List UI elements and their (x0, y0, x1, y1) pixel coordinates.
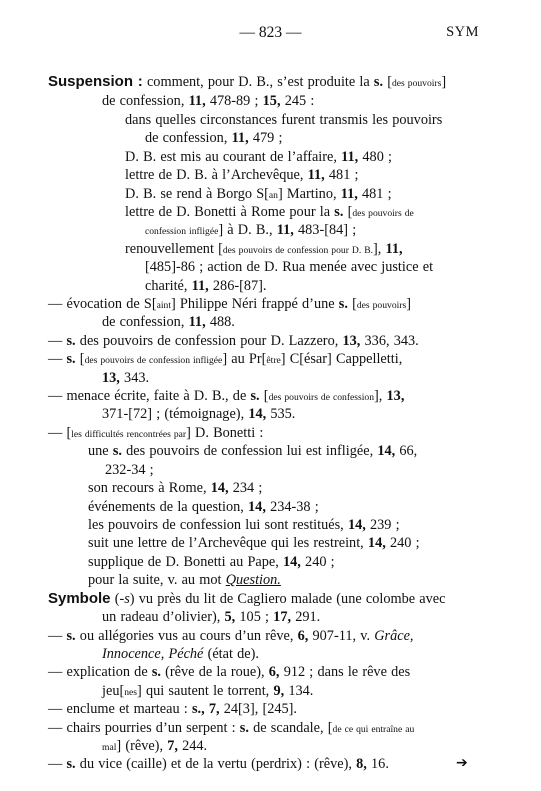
index-text-run: 13, (102, 370, 120, 386)
index-text-run: 11, (307, 167, 325, 183)
index-text-run: D. B. se rend à Borgo S[ (125, 186, 269, 202)
index-line (102, 92, 314, 110)
index-line (145, 277, 267, 295)
index-text-run: ] D. Bonetti : (186, 425, 264, 441)
index-line (48, 590, 445, 608)
index-text-run: [ (75, 351, 85, 367)
index-text-run: 286-[87]. (208, 278, 267, 294)
index-text-run: 11, (231, 130, 249, 146)
index-text-run: — (48, 756, 67, 772)
index-text-run: 13, (386, 388, 405, 404)
index-text-run: s. (66, 351, 76, 367)
index-text-run: ] (441, 74, 447, 90)
index-text-run: 481 ; (324, 167, 359, 183)
index-text-run: 9, (273, 683, 285, 699)
index-line (48, 627, 414, 645)
index-line (48, 332, 419, 350)
index-text-run: — enclume et marteau : (48, 701, 192, 717)
index-text-run: 24[3], [245]. (219, 701, 298, 717)
index-text-run: ] Martino, (277, 186, 341, 202)
index-text-run: -s (119, 591, 130, 607)
index-text-run: 240 ; (300, 554, 335, 570)
index-text-run: une (88, 443, 113, 459)
index-text-run: supplique de D. Bonetti au Pape, (88, 554, 283, 570)
index-text-run: [ (259, 388, 269, 404)
index-text-run: Question. (225, 572, 281, 588)
index-text-run: ] Philippe Néri frappé d’une (171, 296, 339, 312)
index-text-run: confession infligée (145, 226, 219, 237)
index-text-run: 291. (291, 609, 321, 625)
index-line (125, 166, 359, 184)
index-text-run: ou allégories vus au cours d’un rêve, (75, 628, 298, 644)
index-text-run: 13, (342, 333, 361, 349)
index-text-run: s. (373, 74, 384, 90)
index-line (125, 185, 392, 205)
index-text-run: renouvellement [ (125, 241, 223, 257)
index-line (145, 221, 356, 241)
index-line (88, 516, 400, 534)
index-line (125, 148, 392, 166)
index-line (48, 663, 410, 681)
index-line (145, 258, 433, 276)
index-text-run: 105 ; (235, 609, 274, 625)
index-line (48, 719, 414, 739)
index-text-run: ] au Pr[ (222, 351, 267, 367)
index-text-run: Suspension : (48, 73, 143, 90)
index-text-run: dans quelles circonstances furent transmis les pouvoirs (125, 112, 443, 128)
section-label: SYM (446, 24, 479, 40)
index-text-run: son recours à Rome, (88, 480, 211, 496)
index-text-run: s. (66, 333, 76, 349)
index-text-run: 912 ; dans le rêve des (279, 664, 411, 680)
index-text-run: de scandale, [ (248, 720, 333, 736)
page-number: — 823 — (239, 24, 302, 41)
index-text-run: du vice (caille) et de la vertu (perdrix) : (rêve), (75, 756, 357, 772)
index-line (125, 203, 414, 223)
index-text-run: des pouvoirs de confession infligée (84, 355, 223, 366)
index-text-run: s. (112, 443, 122, 459)
index-text-run: des pouvoirs de confession pour D. Lazzero, (75, 333, 343, 349)
index-text-run: 6, (268, 664, 280, 680)
index-text-run: 14, (367, 535, 386, 551)
index-text-run: 479 ; (248, 130, 283, 146)
index-text-run: pour la suite, v. au mot (88, 572, 226, 588)
index-text-run: 234 ; (228, 480, 263, 496)
index-text-run: Grâce, (374, 628, 414, 644)
index-text-run: 907-11, v. (308, 628, 375, 644)
index-text-run: — chairs pourries d’un serpent : (48, 720, 240, 736)
index-line (125, 111, 442, 129)
index-text-run: — (48, 351, 67, 367)
index-text-run: Symbole (48, 590, 111, 607)
index-line (102, 369, 149, 387)
index-text-run: an (268, 190, 278, 201)
index-text-run: s. (151, 664, 161, 680)
index-text-run: 134. (284, 683, 314, 699)
index-text-run: suit une lettre de l’Archevêque qui les restreint, (88, 535, 368, 551)
index-text-run: 15, (262, 93, 281, 109)
index-text-run: — évocation de S[ (48, 296, 157, 312)
index-text-run: 478-89 ; (205, 93, 263, 109)
index-text-run: — [ (48, 425, 72, 441)
index-text-run: 488. (205, 314, 235, 330)
index-text-run: (état de). (203, 646, 259, 662)
index-line (102, 682, 313, 702)
index-text-run: s. (239, 720, 249, 736)
index-text-run: (rêve de la roue), (160, 664, 269, 680)
index-line (48, 424, 263, 444)
index-line (102, 645, 259, 663)
index-line (88, 553, 335, 571)
index-text-run: les pouvoirs de confession lui sont restitués, (88, 517, 348, 533)
index-text-run: 14, (347, 517, 366, 533)
index-text-run: s. (338, 296, 348, 312)
index-text-run: 16. (366, 756, 389, 772)
index-line (145, 129, 282, 147)
index-text-run: 232-34 ; (105, 462, 154, 478)
index-text-run: 244. (177, 738, 208, 754)
index-text-run: 239 ; (365, 517, 400, 533)
index-text-run: 6, (297, 628, 309, 644)
index-line (48, 700, 297, 718)
index-text-run: 5, (224, 609, 236, 625)
index-text-run: 481 ; (357, 186, 392, 202)
index-text-run: mal (102, 742, 117, 753)
index-line (88, 479, 262, 497)
index-text-run: [485]-86 ; action de D. Rua menée avec justice et (145, 259, 434, 275)
index-text-run: — explication de (48, 664, 152, 680)
index-text-run: de confession, (145, 130, 232, 146)
index-text-run: 11, (188, 314, 206, 330)
index-line (88, 498, 319, 516)
index-text-run: Innocence, Péché (102, 646, 204, 662)
index-text-run: jeu[ (102, 683, 125, 699)
index-text-run: ) vu près du lit de Cagliero malade (une colombe avec (129, 591, 446, 607)
index-text-run: [ (383, 74, 392, 90)
index-text-run: charité, (145, 278, 192, 294)
index-text-run: 234-38 ; (265, 499, 319, 515)
index-text-run: s. (66, 628, 76, 644)
index-text-run: comment, pour D. B., s’est produite la (142, 74, 374, 90)
index-line (48, 350, 402, 370)
index-text-run: ( (110, 591, 120, 607)
index-text-run: [ (347, 296, 357, 312)
index-text-run: 343. (119, 370, 150, 386)
index-text-run: 371-[72] ; (témoignage), (102, 406, 249, 422)
index-line (102, 608, 320, 626)
index-text-run: 11, (276, 222, 294, 238)
index-text-run: un radeau d’olivier), (102, 609, 225, 625)
index-text-run: de confession, (102, 93, 189, 109)
index-text-run: s., (191, 701, 205, 717)
index-text-run: 480 ; (358, 149, 393, 165)
index-text-run: 14, (248, 499, 266, 515)
index-text-run: — menace écrite, faite à D. B., de (48, 388, 251, 404)
index-text-run: les difficultés rencontrées par (71, 429, 187, 440)
index-line (48, 295, 411, 315)
index-text-run: 245 : (280, 93, 315, 109)
index-line (48, 755, 389, 773)
index-text-run: s. (66, 756, 76, 772)
index-text-run: de confession, (102, 314, 189, 330)
index-text-run: — (48, 333, 67, 349)
index-line (48, 73, 446, 93)
index-text-run: 483-[84] ; (293, 222, 357, 238)
index-text-run: 535. (266, 406, 296, 422)
index-text-run: des pouvoirs de confession lui est infligée, (121, 443, 378, 459)
index-text-run: ] C[ésar] Cappelletti, (280, 351, 403, 367)
index-text-run: des pouvoirs de confession pour D. B. (222, 245, 374, 256)
index-text-run: 11, (341, 149, 359, 165)
index-text-run: 8, (356, 756, 367, 772)
index-text-run: ] qui sautent le torrent, (137, 683, 274, 699)
index-text-run: 14, (210, 480, 229, 496)
index-text-run: ] à D. B., (218, 222, 277, 238)
index-line (88, 571, 281, 589)
index-text-run: lettre de D. Bonetti à Rome pour la (125, 204, 335, 220)
index-text-run: 14, (377, 443, 396, 459)
index-text-run: des pouvoirs de (352, 208, 414, 219)
index-text-run: 17, (273, 609, 292, 625)
index-line (125, 240, 403, 260)
index-text-run: nes (124, 687, 138, 698)
index-line (105, 461, 154, 479)
index-text-run: 14, (283, 554, 301, 570)
index-text-run: ] (406, 296, 411, 312)
index-text-run: de ce qui entraîne au (332, 724, 415, 735)
index-text-run: ], (373, 241, 386, 257)
index-text-run: — (48, 628, 67, 644)
index-text-run: être (266, 355, 281, 366)
index-text-run: ] (rêve), (116, 738, 168, 754)
index-line (88, 442, 417, 460)
index-text-run: 11, (188, 93, 206, 109)
index-text-run: [ (343, 204, 353, 220)
index-text-run: événements de la question, (88, 499, 249, 515)
continue-arrow-icon: ➔ (456, 755, 468, 771)
index-text-run: 66, (395, 443, 418, 459)
index-text-run: 11, (340, 186, 358, 202)
index-text-run: D. B. est mis au courant de l’affaire, (125, 149, 342, 165)
index-text-run: 11, (385, 241, 403, 257)
index-line (102, 313, 235, 331)
index-text-run: 336, 343. (360, 333, 419, 349)
index-text-run: 14, (248, 406, 267, 422)
index-line (48, 387, 404, 407)
index-text-run: 240 ; (385, 535, 420, 551)
index-text-run: s. (334, 204, 344, 220)
index-text-run: des pouvoirs de confession (268, 392, 375, 403)
index-line (88, 534, 420, 552)
index-text-run: ], (374, 388, 387, 404)
index-text-run: aint (156, 300, 171, 311)
index-text-run: 7, (208, 701, 220, 717)
index-line (102, 737, 207, 757)
index-text-run: des pouvoirs (392, 78, 442, 89)
index-text-run: lettre de D. B. à l’Archevêque, (125, 167, 308, 183)
index-text-run: des pouvoirs (356, 300, 407, 311)
index-text-run: 7, (167, 738, 178, 754)
index-line (102, 405, 295, 423)
index-text-run: 11, (191, 278, 209, 294)
index-text-run: s. (250, 388, 260, 404)
